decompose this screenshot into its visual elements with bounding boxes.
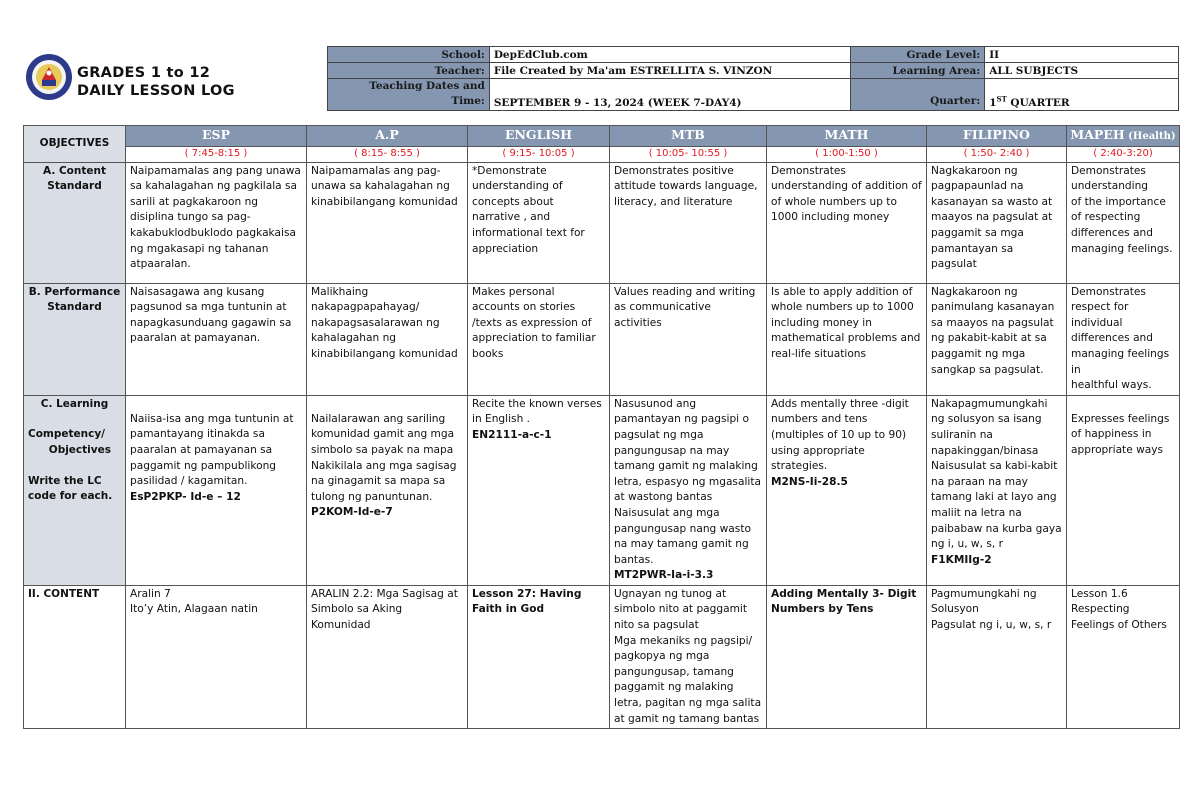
learning-competency-filipino bbox=[927, 395, 1067, 585]
title-line-2: DAILY LESSON LOG bbox=[77, 83, 235, 99]
subject-subname: (Health) bbox=[1124, 131, 1176, 142]
learning-area-label: Learning Area: bbox=[851, 63, 985, 79]
lc-code: P2KOM-Id-e-7 bbox=[311, 506, 393, 519]
lc-text: Nasusunod ang pamantayan ng pagsipi o pagsulat ng mga pangungusap na may tamang gamit ng malaking letra, espasyo ng mgasalita at wastong bantas Naisusulat ang mga pangungusap nang wasto na may tamang gamit ng bantas. bbox=[614, 397, 761, 566]
subject-name: MTB bbox=[671, 127, 705, 142]
learning-competency-math bbox=[767, 395, 927, 585]
lc-label-line-3: Objectives bbox=[48, 443, 111, 456]
learning-competency-esp bbox=[126, 395, 307, 585]
subject-header-mapeh bbox=[1067, 126, 1180, 147]
school-value: DepEdClub.com bbox=[489, 47, 851, 63]
grade-level-value: II bbox=[985, 47, 1179, 63]
performance-standard-esp: Naisasagawa ang kusang pagsunod sa mga tuntunin at napagkasunduang gagawin sa paaralan at pamayanan. bbox=[126, 283, 307, 395]
lc-label-line-5: code for each. bbox=[28, 490, 113, 503]
content-standard-mapeh: Demonstrates understanding of the importance of respecting differences and managing feelings. bbox=[1067, 162, 1180, 283]
quarter-superscript: ST bbox=[996, 94, 1007, 104]
quarter-label: Quarter: bbox=[851, 79, 985, 111]
header-info-table bbox=[327, 46, 1179, 111]
lc-code: M2NS-Ii-28.5 bbox=[771, 475, 848, 488]
school-label: School: bbox=[328, 47, 490, 63]
row-label-learning-competency bbox=[24, 395, 126, 585]
content-standard-math: Demonstrates understanding of addition of of whole numbers up to 1000 including money bbox=[767, 162, 927, 283]
time-slot-filipino: ( 1:50- 2:40 ) bbox=[927, 146, 1067, 162]
time-slot-math: ( 1:00-1:50 ) bbox=[767, 146, 927, 162]
learning-competency-english bbox=[468, 395, 610, 585]
content-standard-esp: Naipamamalas ang pang unawa sa kahalagahan ng pagkilala sa sarili at pagkakaroon ng disiplina tungo sa pag-kakabuklodbuklodo pagkakaisa ng mgakasapi ng tahanan atpaaralan. bbox=[126, 162, 307, 283]
deped-seal-logo bbox=[25, 47, 73, 107]
subject-header-filipino bbox=[927, 126, 1067, 147]
subject-name: FILIPINO bbox=[963, 127, 1030, 142]
learning-competency-ap bbox=[307, 395, 468, 585]
row-label-performance-standard: B. Performance Standard bbox=[24, 283, 126, 395]
objectives-header: OBJECTIVES bbox=[24, 126, 126, 163]
lc-text: Expresses feelings of happiness in appropriate ways bbox=[1071, 412, 1170, 456]
lc-text: Adds mentally three -digit numbers and tens (multiples of 10 up to 90) using appropriate strategies. bbox=[771, 397, 909, 473]
lc-code: EN2111-a-c-1 bbox=[472, 428, 552, 441]
subject-name: ESP bbox=[202, 127, 230, 142]
teacher-value: File Created by Ma'am ESTRELLITA S. VINZON bbox=[489, 63, 851, 79]
content-filipino: Pagmumungkahi ng Solusyon Pagsulat ng i, u, w, s, r bbox=[927, 585, 1067, 728]
teaching-dates-label-line-2: Time: bbox=[451, 95, 485, 107]
content-ap: ARALIN 2.2: Mga Sagisag at Simbolo sa Aking Komunidad bbox=[307, 585, 468, 728]
performance-standard-filipino: Nagkakaroon ng panimulang kasanayan sa maayos na pagsulat ng pakabit-kabit at sa paggamit ng mga sangkap sa pagsulat. bbox=[927, 283, 1067, 395]
teaching-dates-label bbox=[328, 79, 490, 111]
subject-name: ENGLISH bbox=[504, 127, 573, 142]
time-slot-english: ( 9:15- 10:05 ) bbox=[468, 146, 610, 162]
time-slot-ap: ( 8:15- 8:55 ) bbox=[307, 146, 468, 162]
content-standard-english: *Demonstrate understanding of concepts about narrative , and informational text for appreciation bbox=[468, 162, 610, 283]
lc-text: Nailalarawan ang sariling komunidad gamit ang mga simbolo sa payak na mapa Nakikilala ang mga sagisag na ginagamit sa mapa sa tulong ng panuntunan. bbox=[311, 412, 457, 503]
lc-text: Naiisa-isa ang mga tuntunin at pamantayang itinakda sa paaralan at pamayanan sa paggamit ng pampublikong pasilidad / kagamitan. bbox=[130, 412, 294, 488]
subject-name: MATH bbox=[824, 127, 869, 142]
lc-text: Recite the known verses in English . bbox=[472, 397, 602, 426]
teaching-dates-value: SEPTEMBER 9 - 13, 2024 (WEEK 7-DAY4) bbox=[489, 79, 851, 111]
time-slot-esp: ( 7:45-8:15 ) bbox=[126, 146, 307, 162]
teacher-label: Teacher: bbox=[328, 63, 490, 79]
subject-name: A.P bbox=[375, 127, 399, 142]
learning-competency-mapeh bbox=[1067, 395, 1180, 585]
performance-standard-english: Makes personal accounts on stories /texts as expression of appreciation to familiar books bbox=[468, 283, 610, 395]
subject-header-esp bbox=[126, 126, 307, 147]
content-mtb: Ugnayan ng tunog at simbolo nito at paggamit nito sa pagsulat Mga mekaniks ng pagsipi/ pagkopya ng mga pangungusap, tamang paggamit ng malaking letra, pagitan ng mga salita at gamit ng tamang bantas bbox=[610, 585, 767, 728]
lesson-log-table bbox=[23, 125, 1180, 729]
content-math: Adding Mentally 3- Digit Numbers by Tens bbox=[767, 585, 927, 728]
grade-level-label: Grade Level: bbox=[851, 47, 985, 63]
lc-code: MT2PWR-Ia-i-3.3 bbox=[614, 569, 714, 582]
lc-label-line-2: Competency/ bbox=[28, 428, 106, 441]
subject-name: MAPEH bbox=[1070, 127, 1125, 142]
row-label-content: II. CONTENT bbox=[24, 585, 126, 728]
performance-standard-ap: Malikhaing nakapagpapahayag/ nakapagsasalarawan ng kahalagahan ng kinabibilangang komunidad bbox=[307, 283, 468, 395]
content-standard-mtb: Demonstrates positive attitude towards language, literacy, and literature bbox=[610, 162, 767, 283]
subject-header-ap bbox=[307, 126, 468, 147]
subject-header-english bbox=[468, 126, 610, 147]
lc-text: Nakapagmumungkahi ng solusyon sa isang suliranin na napakinggan/binasa Naisusulat sa kabi-kabit na paraan na may tamang laki at layo ang maliit na letra na paibabaw na kurba gaya ng i, u, w, s, r bbox=[931, 397, 1062, 551]
performance-standard-mtb: Values reading and writing as communicative activities bbox=[610, 283, 767, 395]
performance-standard-mapeh: Demonstrates respect for individual differences and managing feelings in healthful ways. bbox=[1067, 283, 1180, 395]
quarter-value bbox=[985, 79, 1179, 111]
lc-code: F1KMIIg-2 bbox=[931, 553, 992, 566]
content-esp: Aralin 7 Ito’y Atin, Alagaan natin bbox=[126, 585, 307, 728]
content-standard-ap: Naipamamalas ang pag-unawa sa kahalagahan ng kinabibilangang komunidad bbox=[307, 162, 468, 283]
row-label-content-standard: A. Content Standard bbox=[24, 162, 126, 283]
content-mapeh: Lesson 1.6 Respecting Feelings of Others bbox=[1067, 585, 1180, 728]
learning-area-value: ALL SUBJECTS bbox=[985, 63, 1179, 79]
quarter-number: 1 bbox=[989, 97, 997, 109]
learning-competency-mtb bbox=[610, 395, 767, 585]
document-title bbox=[77, 64, 235, 100]
content-standard-filipino: Nagkakaroon ng pagpapaunlad na kasanayan sa wasto at maayos na pagsulat at paggamit sa mga pamantayan sa pagsulat bbox=[927, 162, 1067, 283]
time-slot-mtb: ( 10:05- 10:55 ) bbox=[610, 146, 767, 162]
performance-standard-math: Is able to apply addition of whole numbers up to 1000 including money in mathematical problems and real-life situations bbox=[767, 283, 927, 395]
lc-code: EsP2PKP- Id-e – 12 bbox=[130, 490, 241, 503]
lc-label-line-1: C. Learning bbox=[40, 397, 109, 410]
content-english: Lesson 27: Having Faith in God bbox=[468, 585, 610, 728]
time-slot-mapeh: ( 2:40-3:20) bbox=[1067, 146, 1180, 162]
teaching-dates-label-line-1: Teaching Dates and bbox=[369, 80, 485, 92]
subject-header-mtb bbox=[610, 126, 767, 147]
quarter-text: QUARTER bbox=[1006, 97, 1070, 109]
title-line-1: GRADES 1 to 12 bbox=[77, 65, 211, 81]
lc-label-line-4: Write the LC bbox=[28, 474, 102, 487]
subject-header-math bbox=[767, 126, 927, 147]
